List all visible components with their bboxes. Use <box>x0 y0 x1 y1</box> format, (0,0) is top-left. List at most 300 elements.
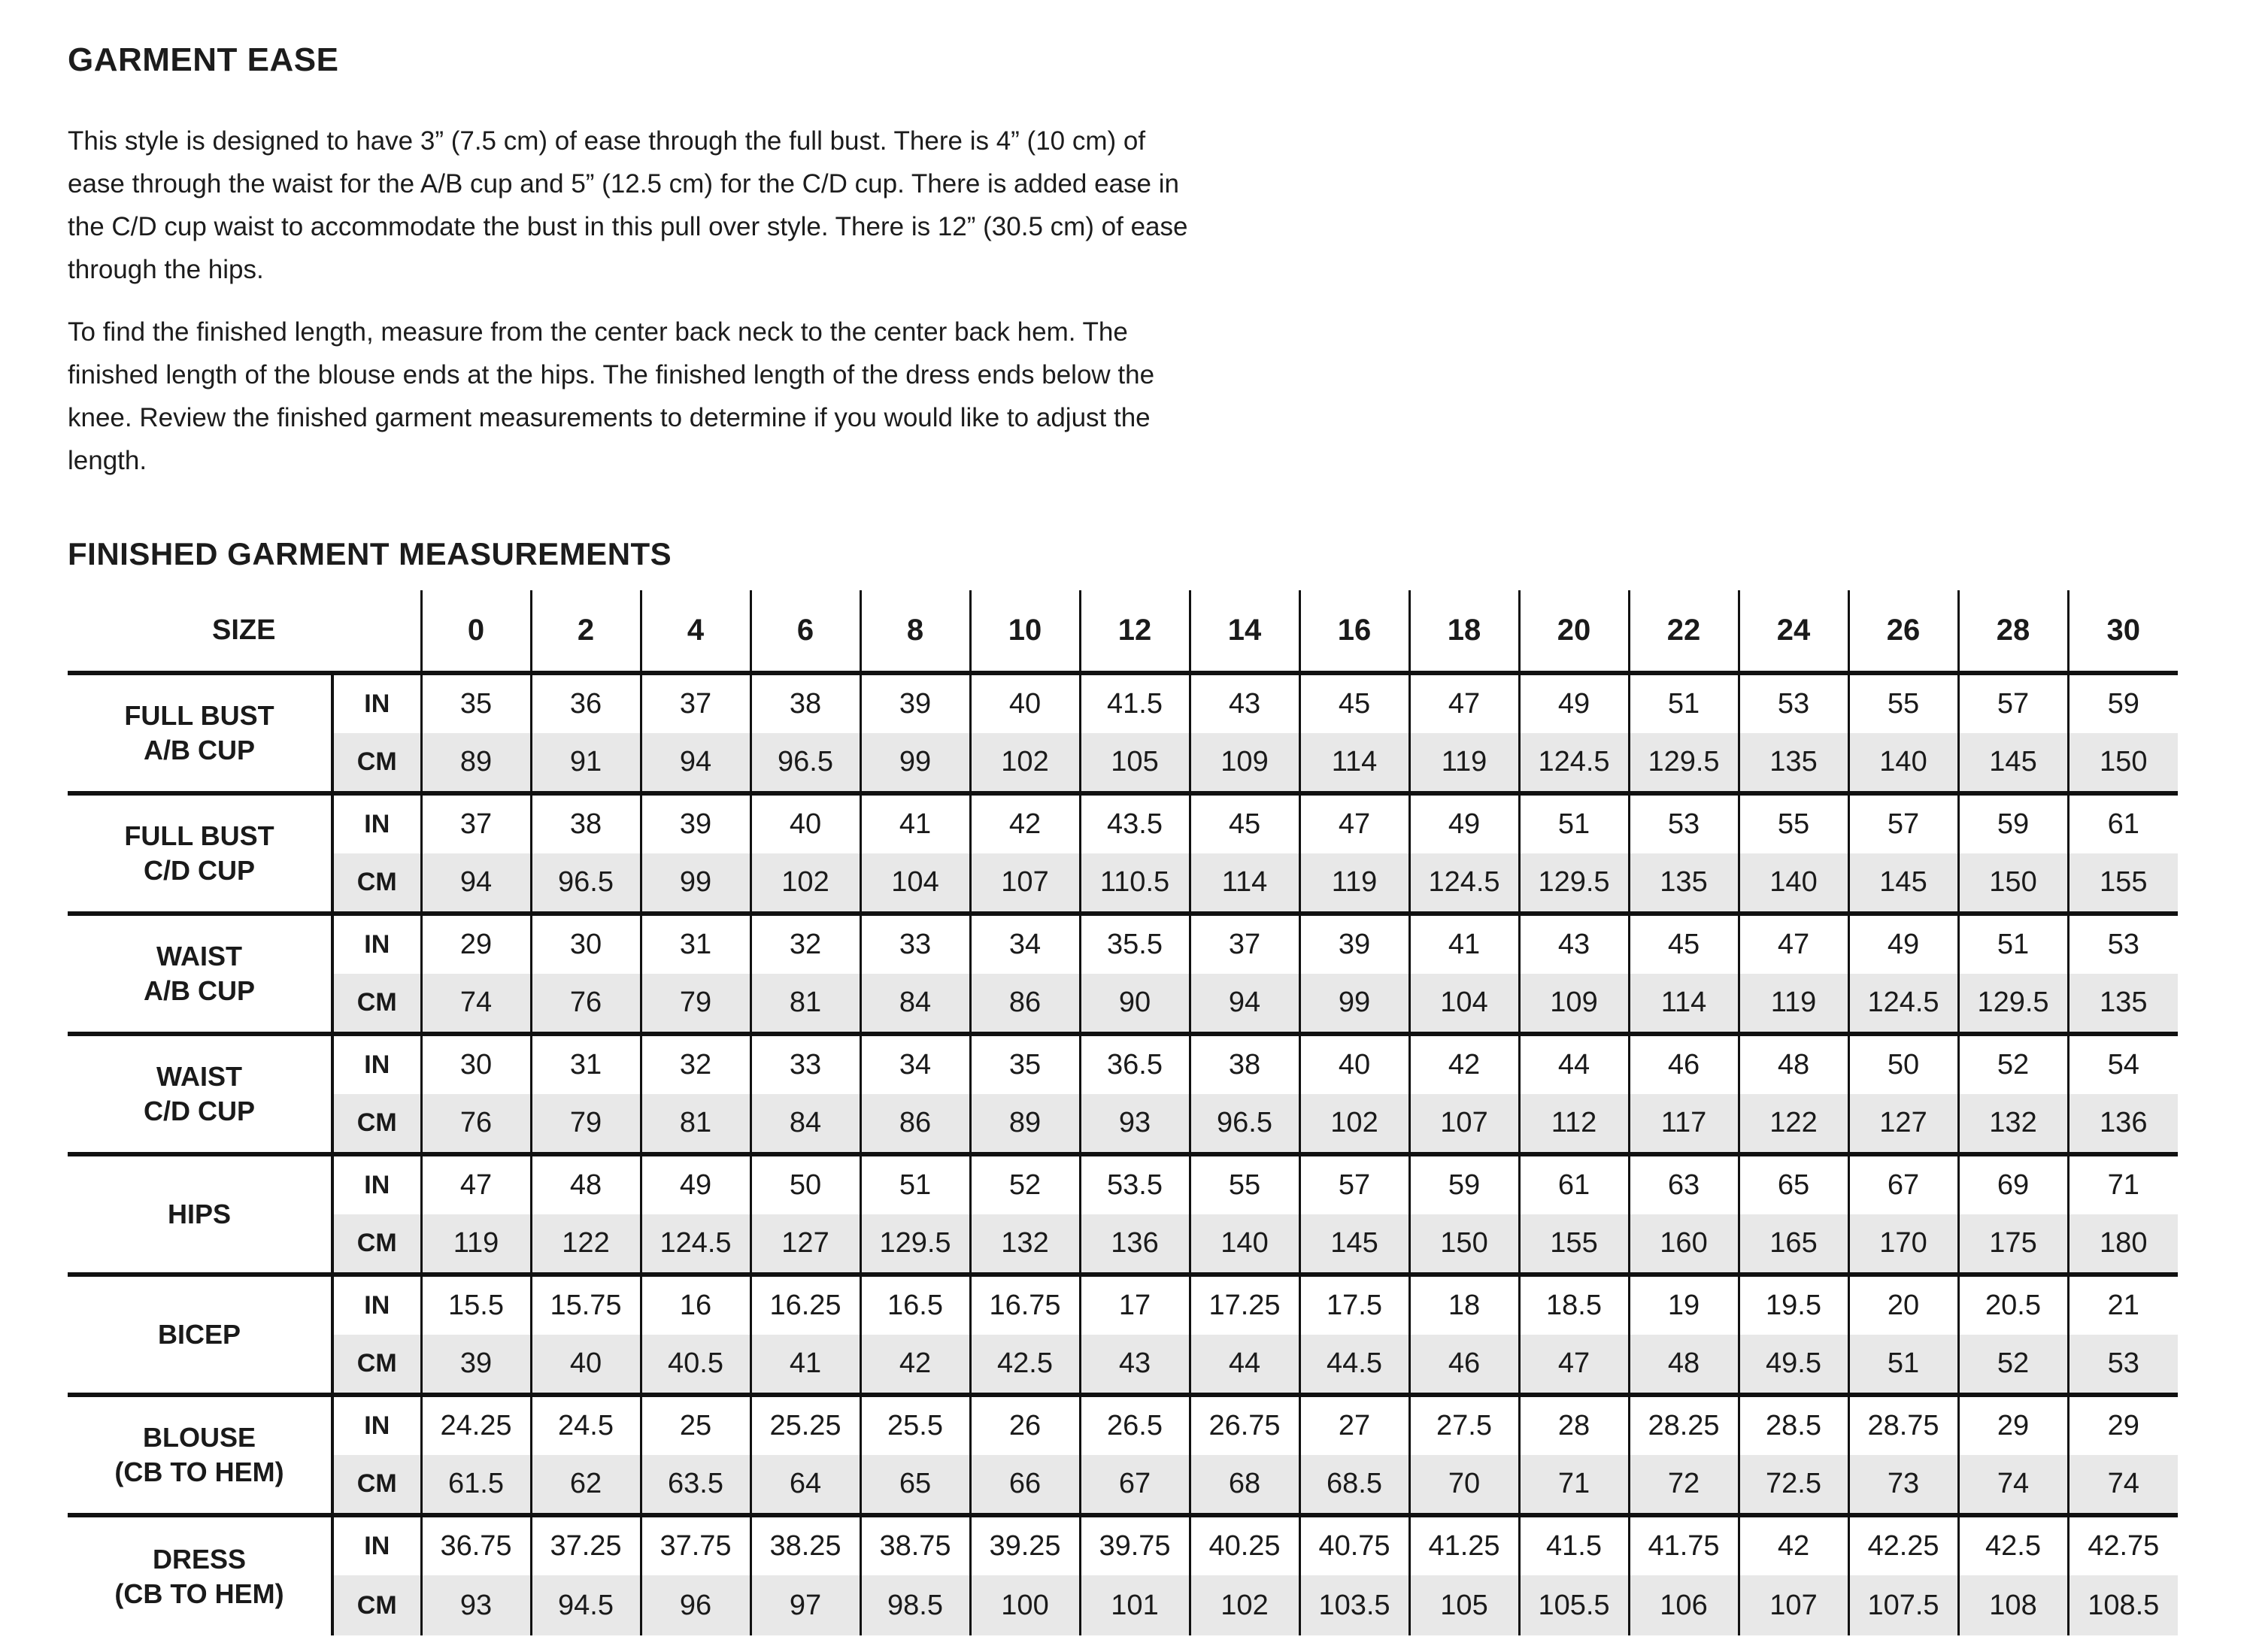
measurement-value-cm: 132 <box>1958 1094 2068 1154</box>
row-label-line: A/B CUP <box>143 975 255 1006</box>
measurement-value-in: 28.75 <box>1848 1395 1958 1455</box>
measurement-value-cm: 99 <box>860 733 970 793</box>
measurement-value-in: 51 <box>1629 673 1739 733</box>
measurement-value-cm: 68 <box>1190 1455 1299 1515</box>
measurement-value-cm: 122 <box>531 1214 641 1275</box>
measurement-value-in: 43 <box>1519 914 1629 974</box>
row-label-line: FULL BUST <box>124 700 274 731</box>
measurement-value-in: 63 <box>1629 1154 1739 1214</box>
measurement-value-in: 21 <box>2068 1275 2178 1335</box>
measurement-value-cm: 53 <box>2068 1335 2178 1395</box>
measurement-value-cm: 46 <box>1409 1335 1519 1395</box>
measurement-value-in: 36.5 <box>1080 1034 1190 1094</box>
unit-label-cm: CM <box>332 1335 421 1395</box>
measurement-value-in: 43.5 <box>1080 793 1190 853</box>
measurement-value-cm: 102 <box>1299 1094 1409 1154</box>
measurement-value-cm: 114 <box>1299 733 1409 793</box>
measurement-value-cm: 132 <box>970 1214 1080 1275</box>
measurement-value-cm: 93 <box>421 1575 531 1635</box>
measurement-value-cm: 93 <box>1080 1094 1190 1154</box>
measurement-value-cm: 105 <box>1409 1575 1519 1635</box>
size-column-header: 24 <box>1739 590 1848 673</box>
measurement-value-in: 25.25 <box>750 1395 860 1455</box>
measurement-value-in: 16 <box>641 1275 750 1335</box>
measurement-value-in: 26.75 <box>1190 1395 1299 1455</box>
unit-label-cm: CM <box>332 974 421 1034</box>
size-column-header: 22 <box>1629 590 1739 673</box>
measurement-value-in: 39.75 <box>1080 1515 1190 1575</box>
measurement-value-in: 17 <box>1080 1275 1190 1335</box>
measurement-value-in: 30 <box>531 914 641 974</box>
measurement-value-cm: 94 <box>1190 974 1299 1034</box>
unit-label-cm: CM <box>332 853 421 914</box>
measurement-value-in: 28 <box>1519 1395 1629 1455</box>
measurement-row-label <box>68 673 332 793</box>
size-column-header: 10 <box>970 590 1080 673</box>
measurement-value-in: 38.75 <box>860 1515 970 1575</box>
measurement-value-in: 24.25 <box>421 1395 531 1455</box>
measurement-value-cm: 48 <box>1629 1335 1739 1395</box>
measurement-value-in: 48 <box>531 1154 641 1214</box>
measurement-value-in: 57 <box>1958 673 2068 733</box>
measurement-value-cm: 117 <box>1629 1094 1739 1154</box>
measurement-value-in: 59 <box>1409 1154 1519 1214</box>
measurement-value-in: 43 <box>1190 673 1299 733</box>
measurement-value-in: 47 <box>1739 914 1848 974</box>
measurement-value-cm: 52 <box>1958 1335 2068 1395</box>
measurement-value-cm: 104 <box>860 853 970 914</box>
measurement-value-in: 48 <box>1739 1034 1848 1094</box>
row-label-line: (CB TO HEM) <box>114 1578 284 1609</box>
measurement-value-in: 47 <box>1409 673 1519 733</box>
measurement-value-in: 35 <box>421 673 531 733</box>
measurement-value-in: 49 <box>1409 793 1519 853</box>
finished-garment-measurements-table <box>68 590 2178 1635</box>
measurement-value-in: 38 <box>750 673 860 733</box>
measurement-value-cm: 145 <box>1958 733 2068 793</box>
measurement-value-cm: 99 <box>641 853 750 914</box>
measurement-value-in: 55 <box>1190 1154 1299 1214</box>
measurement-value-in: 40 <box>1299 1034 1409 1094</box>
measurement-value-cm: 102 <box>1190 1575 1299 1635</box>
measurement-value-cm: 135 <box>1739 733 1848 793</box>
paragraph-line: ease through the waist for the A/B cup and 5” (12.5 cm) for the C/D cup. There is added ease in <box>68 169 1179 199</box>
measurement-value-in: 57 <box>1299 1154 1409 1214</box>
unit-label-in: IN <box>332 1034 421 1094</box>
measurement-value-in: 61 <box>1519 1154 1629 1214</box>
measurement-value-in: 39 <box>1299 914 1409 974</box>
measurement-value-cm: 70 <box>1409 1455 1519 1515</box>
measurement-value-in: 24.5 <box>531 1395 641 1455</box>
measurement-value-cm: 124.5 <box>641 1214 750 1275</box>
measurement-value-cm: 170 <box>1848 1214 1958 1275</box>
measurement-value-in: 71 <box>2068 1154 2178 1214</box>
measurement-value-in: 45 <box>1190 793 1299 853</box>
measurement-value-in: 20 <box>1848 1275 1958 1335</box>
unit-label-in: IN <box>332 673 421 733</box>
measurement-value-cm: 101 <box>1080 1575 1190 1635</box>
measurement-row-label <box>68 1515 332 1635</box>
measurement-value-cm: 150 <box>1409 1214 1519 1275</box>
measurement-value-in: 33 <box>750 1034 860 1094</box>
measurement-value-in: 55 <box>1848 673 1958 733</box>
measurement-value-in: 53 <box>2068 914 2178 974</box>
measurement-value-in: 53.5 <box>1080 1154 1190 1214</box>
measurement-value-cm: 84 <box>860 974 970 1034</box>
measurement-value-in: 57 <box>1848 793 1958 853</box>
measurement-value-in: 32 <box>641 1034 750 1094</box>
measurement-value-in: 40.25 <box>1190 1515 1299 1575</box>
measurement-row-label <box>68 914 332 1034</box>
measurement-value-in: 50 <box>1848 1034 1958 1094</box>
measurement-value-in: 61 <box>2068 793 2178 853</box>
row-label-line: HIPS <box>167 1199 232 1229</box>
measurement-value-cm: 61.5 <box>421 1455 531 1515</box>
measurement-value-in: 17.5 <box>1299 1275 1409 1335</box>
ease-paragraph-2 <box>68 311 2256 482</box>
size-column-header: 8 <box>860 590 970 673</box>
measurement-value-cm: 105.5 <box>1519 1575 1629 1635</box>
measurement-value-in: 28.5 <box>1739 1395 1848 1455</box>
measurement-value-in: 40.75 <box>1299 1515 1409 1575</box>
measurement-value-in: 34 <box>860 1034 970 1094</box>
measurement-value-cm: 76 <box>531 974 641 1034</box>
measurement-value-cm: 119 <box>1299 853 1409 914</box>
measurement-value-in: 41.5 <box>1080 673 1190 733</box>
measurement-value-cm: 91 <box>531 733 641 793</box>
measurement-value-cm: 42 <box>860 1335 970 1395</box>
measurement-value-cm: 129.5 <box>860 1214 970 1275</box>
measurement-value-cm: 127 <box>750 1214 860 1275</box>
measurement-value-cm: 100 <box>970 1575 1080 1635</box>
measurement-value-in: 32 <box>750 914 860 974</box>
unit-label-cm: CM <box>332 1094 421 1154</box>
measurement-value-cm: 40 <box>531 1335 641 1395</box>
measurement-value-cm: 62 <box>531 1455 641 1515</box>
measurement-value-cm: 140 <box>1190 1214 1299 1275</box>
measurement-value-cm: 124.5 <box>1409 853 1519 914</box>
measurement-value-in: 31 <box>641 914 750 974</box>
measurement-value-cm: 51 <box>1848 1335 1958 1395</box>
measurement-value-in: 16.25 <box>750 1275 860 1335</box>
measurement-row-label <box>68 793 332 914</box>
measurement-value-cm: 129.5 <box>1958 974 2068 1034</box>
measurement-value-cm: 103.5 <box>1299 1575 1409 1635</box>
measurement-value-cm: 129.5 <box>1629 733 1739 793</box>
measurement-value-in: 37 <box>1190 914 1299 974</box>
measurement-value-cm: 68.5 <box>1299 1455 1409 1515</box>
size-column-header: 20 <box>1519 590 1629 673</box>
measurement-value-cm: 79 <box>531 1094 641 1154</box>
measurement-value-in: 29 <box>421 914 531 974</box>
measurement-value-in: 38 <box>531 793 641 853</box>
measurement-value-in: 41.5 <box>1519 1515 1629 1575</box>
measurement-value-cm: 47 <box>1519 1335 1629 1395</box>
measurement-value-in: 65 <box>1739 1154 1848 1214</box>
measurement-value-cm: 155 <box>2068 853 2178 914</box>
unit-label-in: IN <box>332 1275 421 1335</box>
measurement-value-cm: 119 <box>1739 974 1848 1034</box>
measurement-value-cm: 44.5 <box>1299 1335 1409 1395</box>
size-header-label: SIZE <box>68 590 421 673</box>
measurement-value-cm: 108.5 <box>2068 1575 2178 1635</box>
measurement-value-cm: 145 <box>1299 1214 1409 1275</box>
measurement-value-in: 55 <box>1739 793 1848 853</box>
measurement-row-label <box>68 1395 332 1515</box>
row-label-line: WAIST <box>156 1061 242 1092</box>
measurement-value-in: 53 <box>1739 673 1848 733</box>
measurement-value-cm: 98.5 <box>860 1575 970 1635</box>
size-column-header: 16 <box>1299 590 1409 673</box>
measurement-value-in: 59 <box>2068 673 2178 733</box>
measurement-value-in: 37 <box>641 673 750 733</box>
measurement-value-in: 16.5 <box>860 1275 970 1335</box>
paragraph-line: finished length of the blouse ends at the hips. The finished length of the dress ends below the <box>68 360 1155 390</box>
measurement-value-cm: 114 <box>1190 853 1299 914</box>
measurement-value-in: 25 <box>641 1395 750 1455</box>
measurement-value-cm: 109 <box>1519 974 1629 1034</box>
measurement-value-cm: 135 <box>2068 974 2178 1034</box>
measurement-value-cm: 119 <box>1409 733 1519 793</box>
measurement-value-cm: 104 <box>1409 974 1519 1034</box>
measurement-value-cm: 140 <box>1739 853 1848 914</box>
size-column-header: 12 <box>1080 590 1190 673</box>
measurement-value-in: 19 <box>1629 1275 1739 1335</box>
measurement-value-cm: 136 <box>1080 1214 1190 1275</box>
measurement-value-in: 39 <box>860 673 970 733</box>
size-column-header: 0 <box>421 590 531 673</box>
measurement-value-in: 45 <box>1629 914 1739 974</box>
measurement-value-cm: 44 <box>1190 1335 1299 1395</box>
measurement-value-cm: 107 <box>970 853 1080 914</box>
measurement-value-in: 41.25 <box>1409 1515 1519 1575</box>
measurement-value-cm: 96.5 <box>1190 1094 1299 1154</box>
measurement-value-in: 34 <box>970 914 1080 974</box>
measurement-value-in: 47 <box>1299 793 1409 853</box>
measurement-value-cm: 175 <box>1958 1214 2068 1275</box>
unit-label-in: IN <box>332 914 421 974</box>
measurement-value-cm: 122 <box>1739 1094 1848 1154</box>
measurement-value-cm: 165 <box>1739 1214 1848 1275</box>
measurement-value-cm: 136 <box>2068 1094 2178 1154</box>
measurement-value-in: 37.25 <box>531 1515 641 1575</box>
measurement-value-cm: 71 <box>1519 1455 1629 1515</box>
measurement-value-in: 19.5 <box>1739 1275 1848 1335</box>
row-label-line: FULL BUST <box>124 820 274 851</box>
measurement-value-in: 41.75 <box>1629 1515 1739 1575</box>
measurement-value-cm: 94.5 <box>531 1575 641 1635</box>
measurement-value-in: 26.5 <box>1080 1395 1190 1455</box>
measurement-value-cm: 160 <box>1629 1214 1739 1275</box>
measurement-value-in: 41 <box>860 793 970 853</box>
measurement-value-in: 37.75 <box>641 1515 750 1575</box>
table-heading: FINISHED GARMENT MEASUREMENTS <box>68 536 672 571</box>
measurement-value-in: 27 <box>1299 1395 1409 1455</box>
measurement-value-cm: 110.5 <box>1080 853 1190 914</box>
measurement-value-in: 51 <box>1958 914 2068 974</box>
unit-label-in: IN <box>332 1515 421 1575</box>
measurement-value-in: 49 <box>1519 673 1629 733</box>
ease-paragraph-1 <box>68 120 2256 291</box>
measurement-value-in: 29 <box>2068 1395 2178 1455</box>
measurement-value-in: 50 <box>750 1154 860 1214</box>
measurement-value-cm: 90 <box>1080 974 1190 1034</box>
measurement-value-cm: 180 <box>2068 1214 2178 1275</box>
row-label-line: C/D CUP <box>143 1096 255 1126</box>
unit-label-cm: CM <box>332 1455 421 1515</box>
measurement-value-cm: 81 <box>641 1094 750 1154</box>
measurement-value-cm: 72.5 <box>1739 1455 1848 1515</box>
measurement-value-cm: 124.5 <box>1848 974 1958 1034</box>
paragraph-line: To find the finished length, measure from the center back neck to the center back hem. The <box>68 317 1128 347</box>
measurement-value-cm: 114 <box>1629 974 1739 1034</box>
measurement-value-in: 42.25 <box>1848 1515 1958 1575</box>
measurement-value-in: 36 <box>531 673 641 733</box>
measurement-value-cm: 84 <box>750 1094 860 1154</box>
measurement-value-cm: 150 <box>2068 733 2178 793</box>
measurement-value-cm: 65 <box>860 1455 970 1515</box>
measurement-value-in: 42.5 <box>1958 1515 2068 1575</box>
measurement-value-in: 53 <box>1629 793 1739 853</box>
measurement-value-in: 25.5 <box>860 1395 970 1455</box>
measurement-value-cm: 112 <box>1519 1094 1629 1154</box>
measurement-value-in: 59 <box>1958 793 2068 853</box>
measurement-value-in: 31 <box>531 1034 641 1094</box>
measurement-value-cm: 140 <box>1848 733 1958 793</box>
measurement-value-cm: 67 <box>1080 1455 1190 1515</box>
measurement-value-cm: 89 <box>421 733 531 793</box>
measurement-value-in: 38 <box>1190 1034 1299 1094</box>
measurement-value-cm: 155 <box>1519 1214 1629 1275</box>
measurement-value-cm: 108 <box>1958 1575 2068 1635</box>
measurement-value-cm: 94 <box>641 733 750 793</box>
measurement-value-in: 46 <box>1629 1034 1739 1094</box>
row-label-line: BLOUSE <box>142 1422 256 1453</box>
measurement-value-cm: 96.5 <box>531 853 641 914</box>
row-label-line: C/D CUP <box>143 855 255 886</box>
measurement-value-cm: 107.5 <box>1848 1575 1958 1635</box>
measurement-value-cm: 107 <box>1739 1575 1848 1635</box>
measurement-value-in: 37 <box>421 793 531 853</box>
measurement-value-in: 47 <box>421 1154 531 1214</box>
measurement-value-in: 18.5 <box>1519 1275 1629 1335</box>
measurement-value-in: 54 <box>2068 1034 2178 1094</box>
measurement-value-cm: 79 <box>641 974 750 1034</box>
measurement-value-in: 42 <box>970 793 1080 853</box>
measurement-value-cm: 96 <box>641 1575 750 1635</box>
measurement-value-in: 40 <box>750 793 860 853</box>
size-column-header: 6 <box>750 590 860 673</box>
measurement-value-cm: 102 <box>750 853 860 914</box>
measurement-row-label <box>68 1154 332 1275</box>
size-column-header: 4 <box>641 590 750 673</box>
measurement-value-in: 42 <box>1739 1515 1848 1575</box>
size-column-header: 28 <box>1958 590 2068 673</box>
measurement-value-cm: 105 <box>1080 733 1190 793</box>
measurement-value-in: 49 <box>641 1154 750 1214</box>
measurement-value-cm: 40.5 <box>641 1335 750 1395</box>
measurement-value-in: 42 <box>1409 1034 1519 1094</box>
paragraph-line: the C/D cup waist to accommodate the bust in this pull over style. There is 12” (30.5 cm) of ease <box>68 212 1188 241</box>
measurement-row-label <box>68 1275 332 1395</box>
size-column-header: 18 <box>1409 590 1519 673</box>
unit-label-in: IN <box>332 793 421 853</box>
measurement-value-in: 40 <box>970 673 1080 733</box>
measurement-value-in: 35 <box>970 1034 1080 1094</box>
size-column-header: 2 <box>531 590 641 673</box>
measurement-value-in: 26 <box>970 1395 1080 1455</box>
measurement-value-in: 35.5 <box>1080 914 1190 974</box>
measurement-value-in: 16.75 <box>970 1275 1080 1335</box>
measurement-value-cm: 43 <box>1080 1335 1190 1395</box>
paragraph-line: through the hips. <box>68 255 264 284</box>
measurement-value-in: 27.5 <box>1409 1395 1519 1455</box>
size-column-header: 30 <box>2068 590 2178 673</box>
unit-label-cm: CM <box>332 1214 421 1275</box>
measurement-value-cm: 49.5 <box>1739 1335 1848 1395</box>
measurement-value-cm: 74 <box>421 974 531 1034</box>
measurement-value-cm: 97 <box>750 1575 860 1635</box>
measurement-value-in: 18 <box>1409 1275 1519 1335</box>
measurement-value-cm: 107 <box>1409 1094 1519 1154</box>
measurement-value-cm: 76 <box>421 1094 531 1154</box>
measurement-value-cm: 86 <box>970 974 1080 1034</box>
measurement-value-in: 33 <box>860 914 970 974</box>
measurement-value-in: 17.25 <box>1190 1275 1299 1335</box>
measurement-value-in: 52 <box>970 1154 1080 1214</box>
row-label-line: A/B CUP <box>143 735 255 765</box>
measurement-value-cm: 102 <box>970 733 1080 793</box>
measurement-value-cm: 129.5 <box>1519 853 1629 914</box>
measurement-value-cm: 94 <box>421 853 531 914</box>
measurement-value-in: 15.75 <box>531 1275 641 1335</box>
unit-label-in: IN <box>332 1395 421 1455</box>
measurement-value-cm: 81 <box>750 974 860 1034</box>
measurement-value-in: 28.25 <box>1629 1395 1739 1455</box>
measurement-value-cm: 86 <box>860 1094 970 1154</box>
measurement-value-in: 29 <box>1958 1395 2068 1455</box>
measurement-value-cm: 106 <box>1629 1575 1739 1635</box>
paragraph-line: length. <box>68 446 147 475</box>
measurement-value-in: 69 <box>1958 1154 2068 1214</box>
measurement-value-in: 49 <box>1848 914 1958 974</box>
measurement-value-cm: 99 <box>1299 974 1409 1034</box>
measurement-value-cm: 74 <box>1958 1455 2068 1515</box>
measurement-value-cm: 72 <box>1629 1455 1739 1515</box>
size-column-header: 26 <box>1848 590 1958 673</box>
unit-label-in: IN <box>332 1154 421 1214</box>
measurement-value-cm: 127 <box>1848 1094 1958 1154</box>
measurement-value-in: 38.25 <box>750 1515 860 1575</box>
measurement-value-cm: 42.5 <box>970 1335 1080 1395</box>
measurement-value-cm: 66 <box>970 1455 1080 1515</box>
unit-label-cm: CM <box>332 1575 421 1635</box>
measurement-value-cm: 124.5 <box>1519 733 1629 793</box>
measurement-value-in: 44 <box>1519 1034 1629 1094</box>
row-label-line: WAIST <box>156 941 242 971</box>
measurement-value-cm: 119 <box>421 1214 531 1275</box>
unit-label-cm: CM <box>332 733 421 793</box>
measurement-value-cm: 135 <box>1629 853 1739 914</box>
row-label-line: (CB TO HEM) <box>114 1456 284 1487</box>
paragraph-line: knee. Review the finished garment measurements to determine if you would like to adjust the <box>68 403 1151 432</box>
measurement-value-cm: 145 <box>1848 853 1958 914</box>
measurement-value-cm: 73 <box>1848 1455 1958 1515</box>
measurement-value-cm: 109 <box>1190 733 1299 793</box>
row-label-line: BICEP <box>157 1319 241 1350</box>
measurement-value-in: 15.5 <box>421 1275 531 1335</box>
row-label-line: DRESS <box>152 1543 247 1575</box>
